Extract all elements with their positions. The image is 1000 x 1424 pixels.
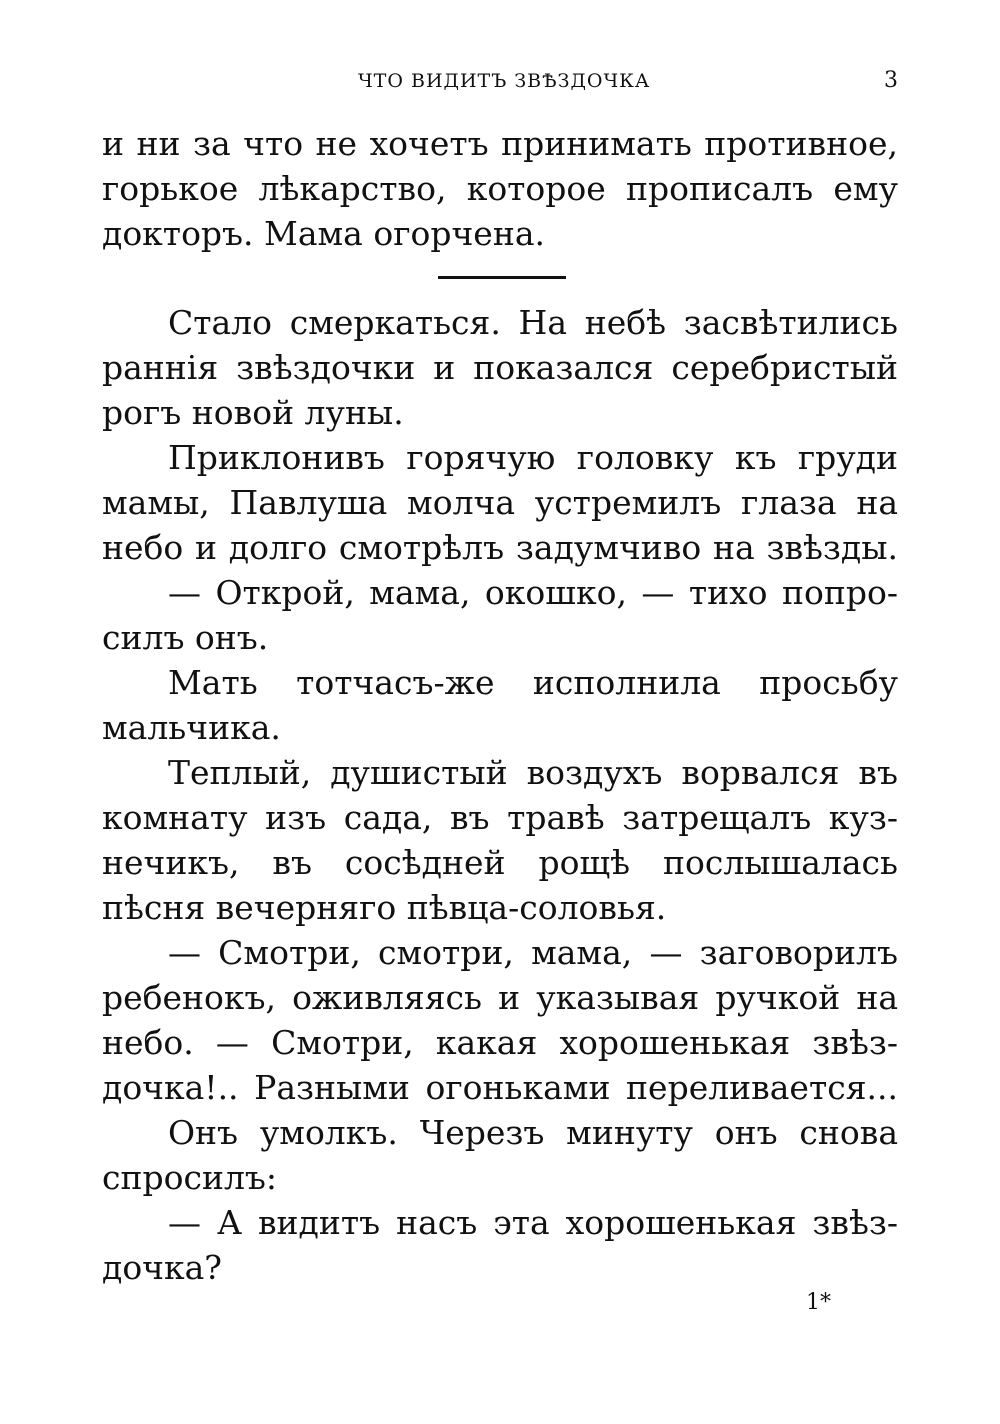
text-line: ребенокъ, оживляясь и указывая ручкой на: [102, 978, 898, 1017]
text-line: докторъ. Мама огорчена.: [102, 214, 545, 253]
text-line: — А видитъ насъ эта хорошенькая звѣз-: [168, 1203, 898, 1242]
text-line: силъ онъ.: [102, 618, 269, 657]
text-line: — Открой, мама, окошко, — тихо попро-: [168, 573, 898, 612]
text-line: — Смотри, смотри, мама, — заговорилъ: [168, 933, 898, 972]
text-block-main: [102, 300, 898, 1290]
text-line: и ни за что не хочетъ принимать противное,: [102, 124, 898, 163]
text-line: горькое лѣкарство, которое прописалъ ему: [102, 169, 898, 208]
section-separator: [438, 276, 566, 279]
page-number: 3: [884, 68, 898, 93]
text-line: рогъ новой луны.: [102, 393, 404, 432]
running-title: ЧТО ВИДИТЪ ЗВѢЗДОЧКА: [358, 70, 651, 92]
text-line: пѣсня вечерняго пѣвца-соловья.: [102, 888, 667, 927]
text-line: небо и долго смотрѣлъ задумчиво на звѣзды.: [102, 528, 898, 567]
text-line: Мать тотчасъ-же исполнила просьбу: [168, 663, 898, 702]
text-line: комнату изъ сада, въ травѣ затрещалъ куз-: [102, 798, 898, 837]
text-line: Теплый, душистый воздухъ ворвался въ: [168, 753, 898, 792]
signature-mark: 1*: [806, 1290, 831, 1315]
text-line: Онъ умолкъ. Черезъ минуту онъ снова: [168, 1113, 898, 1152]
page-header: [100, 68, 900, 98]
text-line: нечикъ, въ сосѣдней рощѣ послышалась: [102, 843, 898, 882]
text-line: Приклонивъ горячую головку къ груди: [168, 438, 898, 477]
text-line: небо. — Смотри, какая хорошенькая звѣз-: [102, 1023, 898, 1062]
text-line: Стало смеркаться. На небѣ засвѣтились: [168, 303, 898, 342]
text-line: дочка?: [102, 1248, 222, 1287]
text-line: дочка!.. Разными огоньками переливается...: [102, 1068, 898, 1107]
text-line: мальчика.: [102, 708, 281, 747]
text-block-continuation: [102, 121, 898, 256]
text-line: мамы, Павлуша молча устремилъ глаза на: [102, 483, 898, 522]
text-line: раннія звѣздочки и показался серебристый: [102, 348, 898, 387]
text-line: спросилъ:: [102, 1158, 278, 1197]
